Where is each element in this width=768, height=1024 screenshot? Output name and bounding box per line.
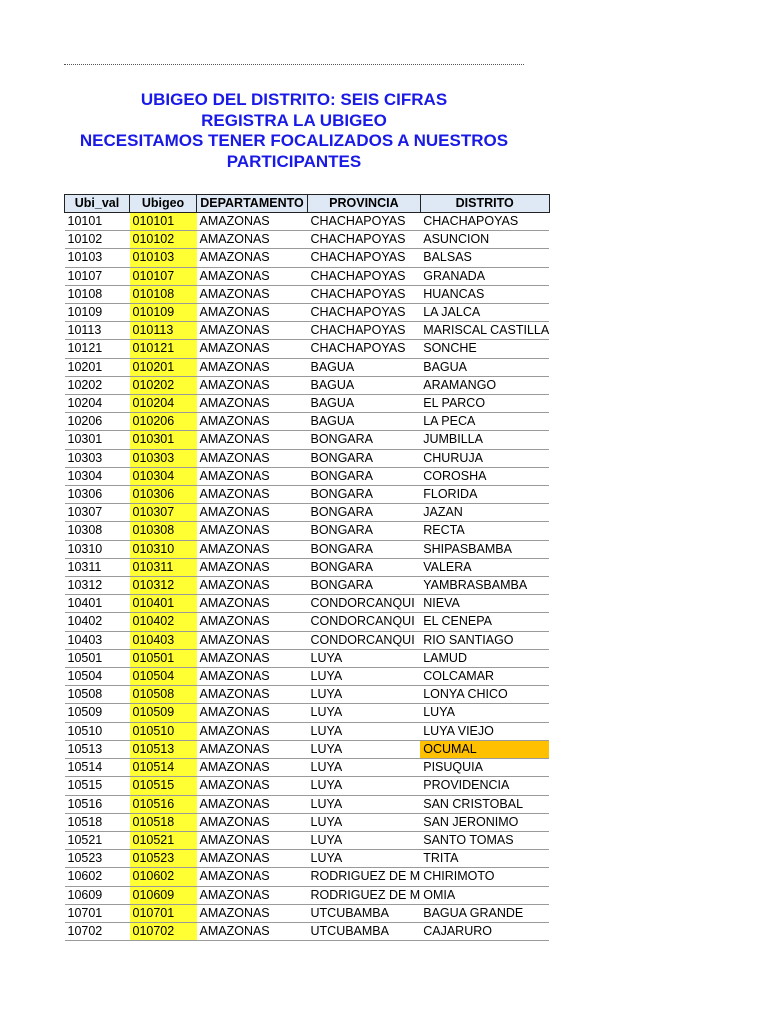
cell-departamento: AMAZONAS <box>197 740 308 758</box>
cell-departamento: AMAZONAS <box>197 649 308 667</box>
cell-provincia: CHACHAPOYAS <box>308 249 421 267</box>
cell-departamento: AMAZONAS <box>197 704 308 722</box>
cell-distrito: CAJARURO <box>420 922 549 940</box>
header-ubi-val: Ubi_val <box>65 195 130 213</box>
table-row <box>65 340 550 358</box>
header-departamento: DEPARTAMENTO <box>197 195 308 213</box>
cell-departamento: AMAZONAS <box>197 413 308 431</box>
cell-provincia: CONDORCANQUI <box>308 613 421 631</box>
cell-provincia: BONGARA <box>308 540 421 558</box>
cell-provincia: CHACHAPOYAS <box>308 231 421 249</box>
cell-distrito: LUYA <box>420 704 549 722</box>
table-row <box>65 831 550 849</box>
cell-departamento: AMAZONAS <box>197 376 308 394</box>
cell-ubigeo: 010602 <box>130 868 197 886</box>
cell-provincia: RODRIGUEZ DE M <box>308 868 421 886</box>
cell-departamento: AMAZONAS <box>197 686 308 704</box>
cell-ubigeo: 010609 <box>130 886 197 904</box>
cell-ubigeo: 010308 <box>130 522 197 540</box>
cell-departamento: AMAZONAS <box>197 722 308 740</box>
cell-provincia: LUYA <box>308 704 421 722</box>
cell-ubigeo: 010206 <box>130 413 197 431</box>
cell-provincia: LUYA <box>308 831 421 849</box>
cell-departamento: AMAZONAS <box>197 759 308 777</box>
cell-ubigeo: 010306 <box>130 486 197 504</box>
table-row <box>65 285 550 303</box>
cell-ubi-val: 10609 <box>65 886 130 904</box>
cell-ubigeo: 010202 <box>130 376 197 394</box>
cell-ubigeo: 010301 <box>130 431 197 449</box>
cell-ubi-val: 10306 <box>65 486 130 504</box>
cell-ubigeo: 010504 <box>130 668 197 686</box>
cell-provincia: BAGUA <box>308 376 421 394</box>
cell-distrito: NIEVA <box>420 595 549 613</box>
cell-ubi-val: 10308 <box>65 522 130 540</box>
cell-departamento: AMAZONAS <box>197 449 308 467</box>
header-provincia: PROVINCIA <box>308 195 421 213</box>
cell-departamento: AMAZONAS <box>197 322 308 340</box>
table-row <box>65 868 550 886</box>
cell-provincia: BAGUA <box>308 395 421 413</box>
cell-distrito: LUYA VIEJO <box>420 722 549 740</box>
cell-provincia: LUYA <box>308 668 421 686</box>
header-ubigeo: Ubigeo <box>130 195 197 213</box>
cell-distrito: COROSHA <box>420 467 549 485</box>
cell-distrito: CHIRIMOTO <box>420 868 549 886</box>
cell-distrito: SONCHE <box>420 340 549 358</box>
cell-provincia: BONGARA <box>308 431 421 449</box>
cell-departamento: AMAZONAS <box>197 504 308 522</box>
cell-ubi-val: 10201 <box>65 358 130 376</box>
cell-ubigeo: 010513 <box>130 740 197 758</box>
table-row <box>65 631 550 649</box>
table-row <box>65 649 550 667</box>
cell-departamento: AMAZONAS <box>197 540 308 558</box>
table-body <box>65 213 550 941</box>
table-row <box>65 577 550 595</box>
cell-ubi-val: 10121 <box>65 340 130 358</box>
cell-ubi-val: 10513 <box>65 740 130 758</box>
cell-departamento: AMAZONAS <box>197 922 308 940</box>
cell-ubigeo: 010101 <box>130 213 197 231</box>
cell-provincia: CONDORCANQUI <box>308 631 421 649</box>
cell-departamento: AMAZONAS <box>197 558 308 576</box>
title-line-4: PARTICIPANTES <box>226 151 362 171</box>
cell-ubigeo: 010508 <box>130 686 197 704</box>
cell-ubi-val: 10602 <box>65 868 130 886</box>
cell-ubigeo: 010108 <box>130 285 197 303</box>
cell-ubigeo: 010103 <box>130 249 197 267</box>
document-title <box>64 90 524 172</box>
table-row <box>65 267 550 285</box>
cell-ubigeo: 010121 <box>130 340 197 358</box>
cell-distrito: RECTA <box>420 522 549 540</box>
cell-ubigeo: 010518 <box>130 813 197 831</box>
cell-provincia: BONGARA <box>308 449 421 467</box>
table-row <box>65 850 550 868</box>
cell-departamento: AMAZONAS <box>197 486 308 504</box>
cell-ubigeo: 010310 <box>130 540 197 558</box>
table-row <box>65 922 550 940</box>
cell-distrito: SAN CRISTOBAL <box>420 795 549 813</box>
cell-ubi-val: 10504 <box>65 668 130 686</box>
dotted-separator <box>64 64 524 65</box>
cell-provincia: BONGARA <box>308 504 421 522</box>
table-row <box>65 413 550 431</box>
table-row <box>65 904 550 922</box>
title-line-3: NECESITAMOS TENER FOCALIZADOS A NUESTROS <box>79 131 509 150</box>
cell-departamento: AMAZONAS <box>197 904 308 922</box>
cell-distrito: OMIA <box>420 886 549 904</box>
cell-departamento: AMAZONAS <box>197 668 308 686</box>
cell-provincia: BONGARA <box>308 522 421 540</box>
cell-ubigeo: 010307 <box>130 504 197 522</box>
header-distrito: DISTRITO <box>420 195 549 213</box>
cell-ubigeo: 010514 <box>130 759 197 777</box>
cell-ubi-val: 10510 <box>65 722 130 740</box>
cell-provincia: BAGUA <box>308 358 421 376</box>
cell-ubigeo: 010109 <box>130 304 197 322</box>
cell-ubigeo: 010516 <box>130 795 197 813</box>
table-row <box>65 704 550 722</box>
cell-ubi-val: 10202 <box>65 376 130 394</box>
cell-ubigeo: 010303 <box>130 449 197 467</box>
table-row <box>65 813 550 831</box>
cell-ubi-val: 10206 <box>65 413 130 431</box>
table-row <box>65 613 550 631</box>
cell-ubi-val: 10102 <box>65 231 130 249</box>
cell-provincia: LUYA <box>308 649 421 667</box>
table-row <box>65 358 550 376</box>
cell-distrito: JUMBILLA <box>420 431 549 449</box>
cell-departamento: AMAZONAS <box>197 522 308 540</box>
table-row <box>65 686 550 704</box>
cell-provincia: CHACHAPOYAS <box>308 267 421 285</box>
cell-distrito: CHACHAPOYAS <box>420 213 549 231</box>
cell-distrito: PISUQUIA <box>420 759 549 777</box>
table-header-row <box>65 195 550 213</box>
cell-ubigeo: 010304 <box>130 467 197 485</box>
cell-departamento: AMAZONAS <box>197 886 308 904</box>
cell-distrito: ARAMANGO <box>420 376 549 394</box>
cell-departamento: AMAZONAS <box>197 577 308 595</box>
cell-ubigeo: 010312 <box>130 577 197 595</box>
cell-ubi-val: 10304 <box>65 467 130 485</box>
cell-provincia: LUYA <box>308 686 421 704</box>
cell-ubigeo: 010204 <box>130 395 197 413</box>
cell-distrito: SANTO TOMAS <box>420 831 549 849</box>
cell-distrito: BALSAS <box>420 249 549 267</box>
table-row <box>65 759 550 777</box>
cell-ubigeo: 010311 <box>130 558 197 576</box>
table-row <box>65 777 550 795</box>
cell-provincia: CHACHAPOYAS <box>308 304 421 322</box>
cell-distrito: BAGUA GRANDE <box>420 904 549 922</box>
cell-ubi-val: 10113 <box>65 322 130 340</box>
cell-ubigeo: 010402 <box>130 613 197 631</box>
table-row <box>65 322 550 340</box>
cell-provincia: BONGARA <box>308 558 421 576</box>
table-row <box>65 668 550 686</box>
cell-ubi-val: 10515 <box>65 777 130 795</box>
cell-departamento: AMAZONAS <box>197 613 308 631</box>
cell-provincia: CHACHAPOYAS <box>308 340 421 358</box>
cell-distrito: LAMUD <box>420 649 549 667</box>
cell-ubi-val: 10303 <box>65 449 130 467</box>
cell-provincia: BAGUA <box>308 413 421 431</box>
cell-ubigeo: 010509 <box>130 704 197 722</box>
cell-ubigeo: 010510 <box>130 722 197 740</box>
cell-distrito: ASUNCION <box>420 231 549 249</box>
table-row <box>65 540 550 558</box>
table-row <box>65 595 550 613</box>
cell-ubigeo: 010113 <box>130 322 197 340</box>
cell-ubi-val: 10516 <box>65 795 130 813</box>
cell-distrito: RIO SANTIAGO <box>420 631 549 649</box>
cell-provincia: LUYA <box>308 777 421 795</box>
cell-departamento: AMAZONAS <box>197 831 308 849</box>
cell-departamento: AMAZONAS <box>197 631 308 649</box>
cell-ubi-val: 10301 <box>65 431 130 449</box>
cell-ubi-val: 10311 <box>65 558 130 576</box>
table-row <box>65 376 550 394</box>
table-row <box>65 522 550 540</box>
cell-distrito: PROVIDENCIA <box>420 777 549 795</box>
cell-ubi-val: 10521 <box>65 831 130 849</box>
cell-departamento: AMAZONAS <box>197 267 308 285</box>
cell-ubi-val: 10702 <box>65 922 130 940</box>
table-row <box>65 722 550 740</box>
cell-distrito: SHIPASBAMBA <box>420 540 549 558</box>
cell-distrito: BAGUA <box>420 358 549 376</box>
cell-provincia: CHACHAPOYAS <box>308 285 421 303</box>
cell-ubi-val: 10518 <box>65 813 130 831</box>
ubigeo-table <box>64 194 550 941</box>
cell-ubi-val: 10307 <box>65 504 130 522</box>
cell-ubi-val: 10310 <box>65 540 130 558</box>
cell-ubigeo: 010521 <box>130 831 197 849</box>
cell-departamento: AMAZONAS <box>197 358 308 376</box>
table-row <box>65 467 550 485</box>
cell-departamento: AMAZONAS <box>197 777 308 795</box>
cell-ubi-val: 10204 <box>65 395 130 413</box>
cell-distrito: SAN JERONIMO <box>420 813 549 831</box>
table-row <box>65 486 550 504</box>
cell-departamento: AMAZONAS <box>197 467 308 485</box>
cell-distrito: CHURUJA <box>420 449 549 467</box>
cell-departamento: AMAZONAS <box>197 395 308 413</box>
cell-distrito: YAMBRASBAMBA <box>420 577 549 595</box>
cell-distrito: FLORIDA <box>420 486 549 504</box>
cell-provincia: LUYA <box>308 813 421 831</box>
cell-provincia: LUYA <box>308 850 421 868</box>
cell-ubigeo: 010102 <box>130 231 197 249</box>
table-row <box>65 213 550 231</box>
cell-departamento: AMAZONAS <box>197 431 308 449</box>
cell-departamento: AMAZONAS <box>197 795 308 813</box>
cell-ubi-val: 10101 <box>65 213 130 231</box>
cell-provincia: BONGARA <box>308 467 421 485</box>
cell-distrito: OCUMAL <box>420 740 549 758</box>
cell-provincia: CONDORCANQUI <box>308 595 421 613</box>
cell-ubigeo: 010702 <box>130 922 197 940</box>
cell-ubi-val: 10109 <box>65 304 130 322</box>
cell-distrito: EL PARCO <box>420 395 549 413</box>
cell-departamento: AMAZONAS <box>197 285 308 303</box>
cell-ubi-val: 10108 <box>65 285 130 303</box>
cell-ubigeo: 010107 <box>130 267 197 285</box>
cell-provincia: BONGARA <box>308 577 421 595</box>
cell-distrito: VALERA <box>420 558 549 576</box>
table-row <box>65 886 550 904</box>
cell-departamento: AMAZONAS <box>197 340 308 358</box>
cell-ubi-val: 10514 <box>65 759 130 777</box>
cell-ubi-val: 10509 <box>65 704 130 722</box>
table-row <box>65 304 550 322</box>
title-line-1: UBIGEO DEL DISTRITO: SEIS CIFRAS <box>140 90 448 109</box>
cell-distrito: LA JALCA <box>420 304 549 322</box>
table-row <box>65 249 550 267</box>
cell-ubigeo: 010701 <box>130 904 197 922</box>
cell-ubigeo: 010501 <box>130 649 197 667</box>
cell-ubi-val: 10501 <box>65 649 130 667</box>
cell-departamento: AMAZONAS <box>197 850 308 868</box>
cell-departamento: AMAZONAS <box>197 813 308 831</box>
cell-departamento: AMAZONAS <box>197 304 308 322</box>
cell-departamento: AMAZONAS <box>197 231 308 249</box>
cell-departamento: AMAZONAS <box>197 868 308 886</box>
table-row <box>65 558 550 576</box>
cell-distrito: LA PECA <box>420 413 549 431</box>
cell-distrito: TRITA <box>420 850 549 868</box>
cell-ubi-val: 10401 <box>65 595 130 613</box>
cell-distrito: LONYA CHICO <box>420 686 549 704</box>
cell-ubigeo: 010403 <box>130 631 197 649</box>
cell-ubigeo: 010515 <box>130 777 197 795</box>
cell-provincia: LUYA <box>308 759 421 777</box>
cell-distrito: HUANCAS <box>420 285 549 303</box>
cell-ubi-val: 10403 <box>65 631 130 649</box>
cell-distrito: JAZAN <box>420 504 549 522</box>
cell-distrito: EL CENEPA <box>420 613 549 631</box>
cell-provincia: LUYA <box>308 795 421 813</box>
cell-departamento: AMAZONAS <box>197 213 308 231</box>
cell-ubi-val: 10523 <box>65 850 130 868</box>
cell-provincia: CHACHAPOYAS <box>308 213 421 231</box>
cell-provincia: UTCUBAMBA <box>308 904 421 922</box>
cell-provincia: CHACHAPOYAS <box>308 322 421 340</box>
cell-ubigeo: 010523 <box>130 850 197 868</box>
cell-ubi-val: 10701 <box>65 904 130 922</box>
cell-ubi-val: 10402 <box>65 613 130 631</box>
cell-ubigeo: 010401 <box>130 595 197 613</box>
table-row <box>65 231 550 249</box>
table-row <box>65 504 550 522</box>
table-row <box>65 395 550 413</box>
table-row <box>65 740 550 758</box>
table-row <box>65 795 550 813</box>
table-row <box>65 431 550 449</box>
cell-provincia: UTCUBAMBA <box>308 922 421 940</box>
cell-distrito: COLCAMAR <box>420 668 549 686</box>
cell-departamento: AMAZONAS <box>197 249 308 267</box>
table-row <box>65 449 550 467</box>
cell-provincia: LUYA <box>308 740 421 758</box>
cell-ubi-val: 10312 <box>65 577 130 595</box>
cell-ubigeo: 010201 <box>130 358 197 376</box>
title-line-2: REGISTRA LA UBIGEO <box>201 110 387 130</box>
cell-provincia: LUYA <box>308 722 421 740</box>
cell-provincia: BONGARA <box>308 486 421 504</box>
cell-ubi-val: 10103 <box>65 249 130 267</box>
cell-distrito: MARISCAL CASTILLA <box>420 322 549 340</box>
cell-distrito: GRANADA <box>420 267 549 285</box>
cell-departamento: AMAZONAS <box>197 595 308 613</box>
cell-ubi-val: 10508 <box>65 686 130 704</box>
cell-provincia: RODRIGUEZ DE M <box>308 886 421 904</box>
cell-ubi-val: 10107 <box>65 267 130 285</box>
